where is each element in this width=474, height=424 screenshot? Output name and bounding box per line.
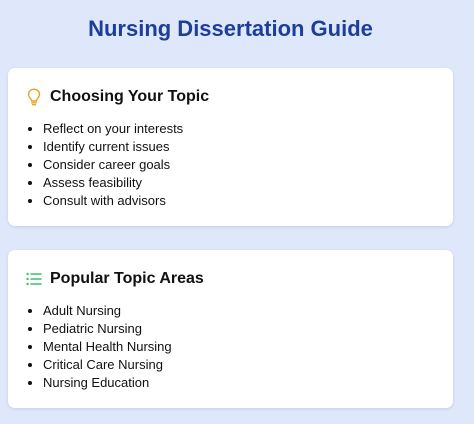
list-item: • Mental Health Nursing — [43, 338, 172, 356]
card-header — [26, 270, 204, 288]
list-item: • Identify current issues — [43, 138, 183, 156]
list-item: • Consider career goals — [43, 156, 183, 174]
page-title: Nursing Dissertation Guide — [88, 16, 373, 41]
list-item: • Assess feasibility — [43, 174, 183, 192]
list-item: • Pediatric Nursing — [43, 320, 172, 338]
card-title: Choosing Your Topic — [50, 88, 210, 105]
list-item: • Adult Nursing — [43, 302, 172, 320]
card-header — [26, 88, 209, 106]
topic-areas-list — [25, 302, 172, 392]
list-item: • Nursing Education — [43, 374, 172, 392]
list-icon — [26, 270, 42, 288]
list-item: • Consult with advisors — [43, 192, 183, 210]
choosing-topic-card — [8, 68, 453, 226]
popular-topics-card — [8, 250, 453, 408]
card-title: Popular Topic Areas — [50, 270, 204, 287]
list-item: • Critical Care Nursing — [43, 356, 172, 374]
list-item: • Reflect on your interests — [43, 120, 183, 138]
lightbulb-icon — [26, 88, 42, 106]
topic-steps-list — [25, 120, 183, 210]
